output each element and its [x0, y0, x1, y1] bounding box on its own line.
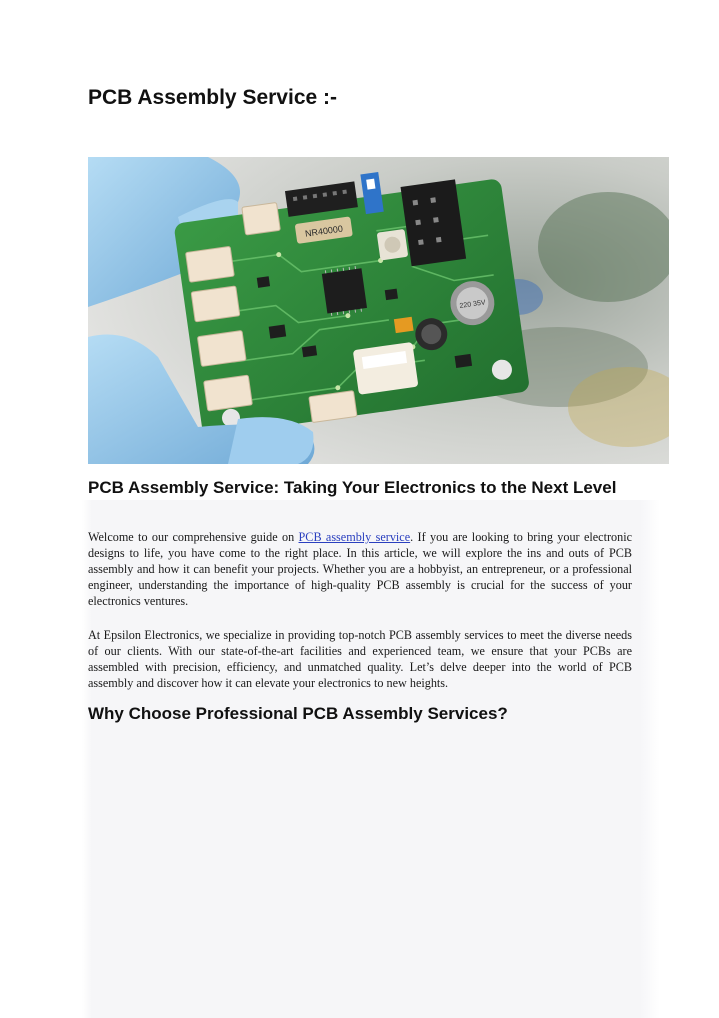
- document-title: PCB Assembly Service :-: [88, 86, 337, 109]
- pcb-hero-image: [88, 157, 669, 464]
- pcb-assembly-service-link[interactable]: PCB assembly service: [298, 530, 411, 544]
- pcb-photo-illustration: [88, 157, 669, 464]
- epsilon-paragraph: At Epsilon Electronics, we specialize in providing top-notch PCB assembly services to meet the diverse needs of our clients. With our state-of-the-art facilities and experienced team, we ensure that your PCBs are assembled with precision, efficiency, and unmatched quality. Let’s delve deeper into the world of PCB assembly and discover how it can elevate your electronics to new heights.: [88, 628, 632, 690]
- intro-text-start: Welcome to our comprehensive guide on: [88, 530, 299, 544]
- intro-text-end: . If you are looking to bring your electronic designs to life, you have come to the right place. In this article, we will explore the ins and outs of PCB assembly and how it can benefit your projects. Whether you are a hobbyist, an entrepreneur, or a professional engineer, understanding the importance of high-quality PCB assembly is crucial for the success of your electronics ventures.: [88, 530, 633, 608]
- section-heading: PCB Assembly Service: Taking Your Electronics to the Next Level: [88, 478, 617, 497]
- intro-paragraph: [88, 529, 632, 609]
- capacitor-label: 220 35V: [459, 299, 486, 310]
- why-choose-heading: Why Choose Professional PCB Assembly Services?: [88, 704, 508, 723]
- chip-label: NR40000: [304, 223, 344, 239]
